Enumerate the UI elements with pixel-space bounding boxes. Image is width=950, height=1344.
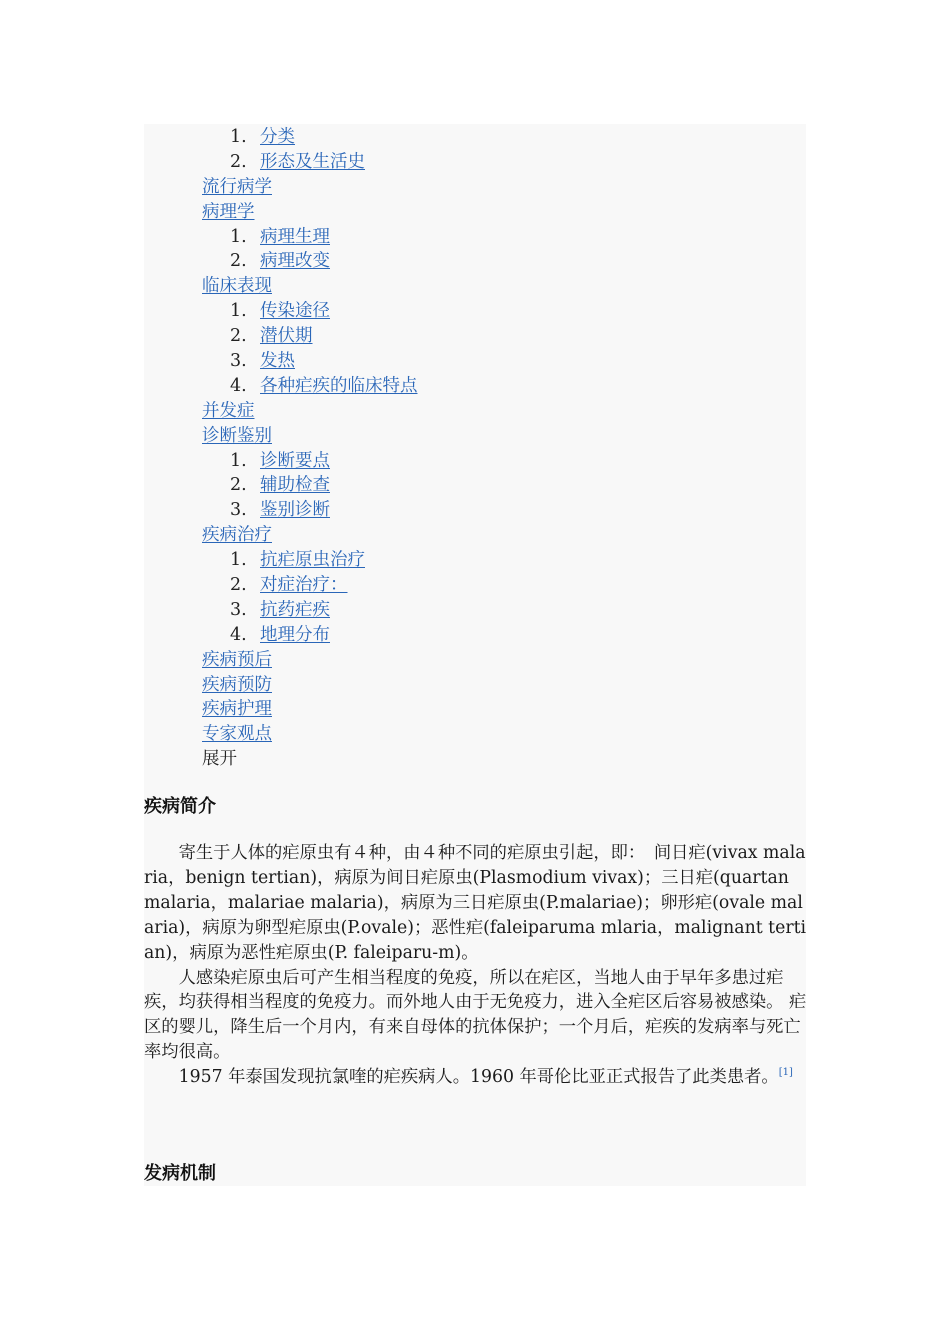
intro-paragraph: 人感染疟原虫后可产生相当程度的免疫，所以在疟区，当地人由于早年多患过疟疾，均获得相当程度的免疫力。而外地人由于无免疫力，进入全疟区后容易被感染。 疟区的婴儿，降生后一个月内，有来自母体的抗体保护；一个月后，疟疾的发病率与死亡率均很高。 [144, 967, 807, 1063]
toc-subitem [202, 598, 762, 623]
toc-item [202, 523, 762, 548]
toc-item-number: 2. [230, 575, 247, 596]
toc-item-number: 1. [230, 127, 247, 147]
intro-paragraph-text: 1957 年泰国发现抗氯喹的疟疾病人。1960 年哥伦比亚正式报告了此类患者。 [178, 1067, 779, 1088]
toc-link[interactable]: 对症治疗： [260, 575, 348, 596]
toc-link[interactable]: 鉴别诊断 [260, 500, 330, 521]
toc-subitem [202, 324, 762, 349]
toc-expand-row [202, 747, 762, 772]
toc-link[interactable]: 诊断要点 [260, 450, 330, 471]
toc-item-number: 2. [230, 326, 247, 347]
toc-item-number: 2. [230, 251, 247, 272]
toc-subitem [202, 573, 762, 598]
toc-link[interactable]: 流行病学 [202, 176, 272, 197]
toc-subitem [202, 249, 762, 274]
toc-item-number: 2. [230, 151, 247, 172]
toc-item [202, 200, 762, 225]
toc-subitem [202, 225, 762, 250]
toc-link[interactable]: 发热 [260, 351, 295, 372]
toc-link[interactable]: 并发症 [202, 400, 255, 421]
section-heading-intro: 疾病简介 [144, 796, 216, 817]
toc-item [202, 274, 762, 299]
toc-item [202, 424, 762, 449]
toc-link[interactable]: 临床表现 [202, 276, 272, 297]
toc-item-number: 3. [230, 599, 247, 620]
toc-link[interactable]: 抗药疟疾 [260, 599, 330, 620]
toc-item-number: 3. [230, 351, 247, 372]
table-of-contents [202, 125, 762, 772]
toc-link[interactable]: 传染途径 [260, 301, 330, 322]
toc-subitem [202, 473, 762, 498]
toc-link[interactable]: 形态及生活史 [260, 151, 365, 172]
toc-item [202, 722, 762, 747]
toc-link[interactable]: 疾病护理 [202, 699, 272, 720]
toc-item [202, 697, 762, 722]
toc-link[interactable]: 辅助检查 [260, 475, 330, 496]
toc-link[interactable]: 地理分布 [260, 624, 330, 645]
toc-link[interactable]: 疾病预防 [202, 674, 272, 695]
toc-subitem [202, 548, 762, 573]
toc-subitem [202, 299, 762, 324]
toc-link[interactable]: 病理学 [202, 201, 255, 222]
toc-item [202, 175, 762, 200]
toc-item-number: 1. [230, 550, 247, 571]
toc-subitem [202, 374, 762, 399]
toc-subitem [202, 349, 762, 374]
toc-subitem [202, 498, 762, 523]
toc-link[interactable]: 病理生理 [260, 226, 330, 247]
toc-link[interactable]: 潜伏期 [260, 326, 313, 347]
toc-link[interactable]: 诊断鉴别 [202, 425, 272, 446]
toc-link[interactable]: 疾病治疗 [202, 525, 272, 546]
toc-subitem [202, 449, 762, 474]
toc-expand-button[interactable]: 展开 [202, 749, 237, 770]
toc-item-number: 1. [230, 450, 247, 471]
toc-item [202, 648, 762, 673]
toc-subitem [202, 125, 762, 150]
section-heading-mechanism: 发病机制 [144, 1163, 216, 1184]
intro-paragraph: 寄生于人体的疟原虫有４种，由４种不同的疟原虫引起，即： 间日疟(vivax malaria，benign tertian)，病原为间日疟原虫(Plasmodium vivax)；三日疟(quartan malaria，malariae malaria)，病原为三日疟原虫(P.malariae)；卵形疟(ovale malaria)，病原为卵型疟原虫(P.ovale)；恶性疟(faleiparuma mlaria，malignant tertian)，病原为恶性疟原虫(P. faleiparu-m)。 [144, 843, 807, 963]
toc-item-number: 1. [230, 226, 247, 247]
toc-subitem [202, 150, 762, 175]
toc-item-number: 4. [230, 375, 247, 396]
intro-paragraph [144, 1065, 808, 1090]
citation-link[interactable]: [1] [778, 1067, 793, 1079]
toc-item [202, 673, 762, 698]
toc-subitem [202, 623, 762, 648]
toc-link[interactable]: 专家观点 [202, 724, 272, 745]
toc-item-number: 3. [230, 500, 247, 521]
toc-item [202, 399, 762, 424]
toc-link[interactable]: 疾病预后 [202, 649, 272, 670]
toc-item-number: 2. [230, 475, 247, 496]
toc-item-number: 4. [230, 624, 247, 645]
toc-link[interactable]: 分类 [260, 127, 295, 147]
toc-link[interactable]: 抗疟原虫治疗 [260, 550, 365, 571]
toc-link[interactable]: 各种疟疾的临床特点 [260, 375, 418, 396]
toc-link[interactable]: 病理改变 [260, 251, 330, 272]
toc-item-number: 1. [230, 301, 247, 322]
intro-body [144, 841, 808, 1090]
